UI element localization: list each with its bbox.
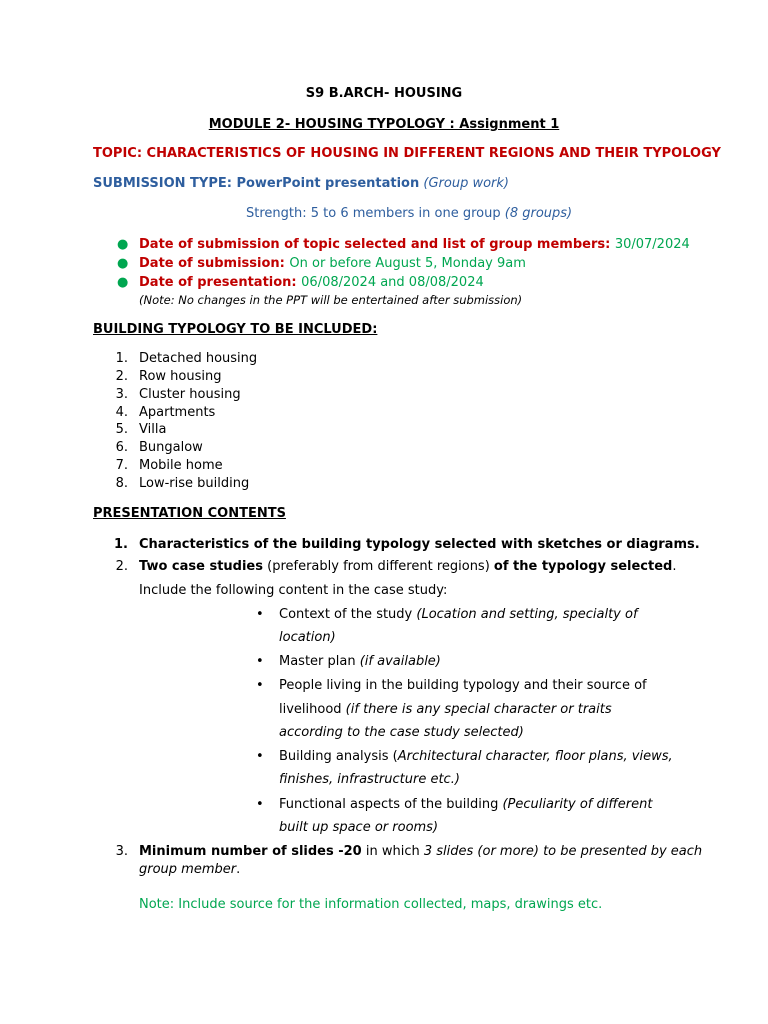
date-label: Date of submission: xyxy=(139,256,290,271)
item3-bold: Minimum number of slides -20 xyxy=(139,844,362,859)
presentation-item-1: Characteristics of the building typology selected with sketches or diagrams. xyxy=(139,537,700,552)
date-topic-selection xyxy=(139,237,690,252)
sub-item-functional xyxy=(279,797,652,812)
dates-note: (Note: No changes in the PPT will be entertained after submission) xyxy=(139,293,523,307)
strength-line xyxy=(246,206,572,221)
date-presentation xyxy=(139,275,484,290)
list-number: 2. xyxy=(115,369,128,384)
date-label: Date of submission of topic selected and list of group members: xyxy=(139,237,615,252)
item3-end: . xyxy=(236,862,241,877)
list-item: Villa xyxy=(139,422,167,437)
item2-bold-a: Two case studies xyxy=(139,559,263,574)
sub-text: livelihood xyxy=(279,702,346,717)
bullet-icon: • xyxy=(256,678,264,693)
list-item: Apartments xyxy=(139,405,216,420)
sub-item-building-analysis-cont: finishes, infrastructure etc.) xyxy=(279,772,460,787)
list-item: Row housing xyxy=(139,369,222,384)
list-number: 2. xyxy=(115,559,128,574)
list-number: 5. xyxy=(115,422,128,437)
strength-note: (8 groups) xyxy=(504,206,573,221)
date-submission xyxy=(139,256,526,271)
list-item: Cluster housing xyxy=(139,387,241,402)
list-number: 1. xyxy=(115,351,128,366)
list-number: 7. xyxy=(115,458,128,473)
list-item: Mobile home xyxy=(139,458,223,473)
sub-item-master-plan xyxy=(279,654,441,669)
list-number: 4. xyxy=(115,405,128,420)
item3-italic: 3 slides (or more) to be presented by each xyxy=(423,844,703,859)
submission-type-line xyxy=(93,176,509,191)
include-line: Include the following content in the case study: xyxy=(139,583,448,598)
item3-line2: group member xyxy=(139,862,237,877)
sub-text: Building analysis ( xyxy=(279,749,398,764)
sub-text-italic: (Peculiarity of different xyxy=(502,797,653,812)
list-number: 3. xyxy=(115,387,128,402)
bullet-icon: • xyxy=(256,654,264,669)
item2-end: . xyxy=(672,559,677,574)
list-number: 8. xyxy=(115,476,128,491)
course-title: S9 B.ARCH- HOUSING xyxy=(305,86,463,101)
sub-text-italic: Architectural character, floor plans, views, xyxy=(397,749,673,764)
item3-mid: in which xyxy=(361,844,424,859)
sub-text-italic: (Location and setting, specialty of xyxy=(416,607,638,622)
item2-mid: (preferably from different regions) xyxy=(263,559,494,574)
bullet-icon: ● xyxy=(117,237,129,252)
presentation-item-2 xyxy=(139,559,676,574)
sub-text-italic: (if available) xyxy=(359,654,441,669)
presentation-item-3-cont xyxy=(139,862,240,877)
date-label: Date of presentation: xyxy=(139,275,302,290)
submission-type-note: (Group work) xyxy=(423,176,509,191)
building-typology-heading: BUILDING TYPOLOGY TO BE INCLUDED: xyxy=(93,322,378,337)
date-value: 30/07/2024 xyxy=(614,237,690,252)
date-value: On or before August 5, Monday 9am xyxy=(289,256,526,271)
submission-type-label: SUBMISSION TYPE: xyxy=(93,176,237,191)
sub-item-context-cont: location) xyxy=(279,630,336,645)
bullet-icon: ● xyxy=(117,256,129,271)
bullet-icon: • xyxy=(256,607,264,622)
sub-item-people-cont2: according to the case study selected) xyxy=(279,725,524,740)
footer-note: Note: Include source for the information collected, maps, drawings etc. xyxy=(139,897,603,912)
sub-item-context xyxy=(279,607,638,622)
sub-text: Master plan xyxy=(279,654,360,669)
presentation-item-3 xyxy=(139,844,702,859)
bullet-icon: ● xyxy=(117,275,129,290)
submission-type-value: PowerPoint presentation xyxy=(236,176,420,191)
sub-text: Functional aspects of the building xyxy=(279,797,503,812)
list-item: Low-rise building xyxy=(139,476,250,491)
sub-text-italic: (if there is any special character or traits xyxy=(345,702,612,717)
list-number: 1. xyxy=(114,537,128,552)
item2-bold-b: of the typology selected xyxy=(493,559,673,574)
strength-text: Strength: 5 to 6 members in one group xyxy=(246,206,505,221)
topic-line: TOPIC: CHARACTERISTICS OF HOUSING IN DIFFERENT REGIONS AND THEIR TYPOLOGY xyxy=(93,146,721,161)
sub-item-people-cont xyxy=(279,702,612,717)
list-number: 3. xyxy=(115,844,128,859)
sub-text: Context of the study xyxy=(279,607,417,622)
module-title: MODULE 2- HOUSING TYPOLOGY : Assignment 1 xyxy=(208,117,560,132)
presentation-heading: PRESENTATION CONTENTS xyxy=(93,506,286,521)
list-item: Bungalow xyxy=(139,440,203,455)
sub-item-building-analysis xyxy=(279,749,673,764)
bullet-icon: • xyxy=(256,797,264,812)
bullet-icon: • xyxy=(256,749,264,764)
list-item: Detached housing xyxy=(139,351,258,366)
list-number: 6. xyxy=(115,440,128,455)
sub-item-people: People living in the building typology and their source of xyxy=(279,678,647,693)
sub-item-functional-cont: built up space or rooms) xyxy=(279,820,439,835)
date-value: 06/08/2024 and 08/08/2024 xyxy=(301,275,484,290)
